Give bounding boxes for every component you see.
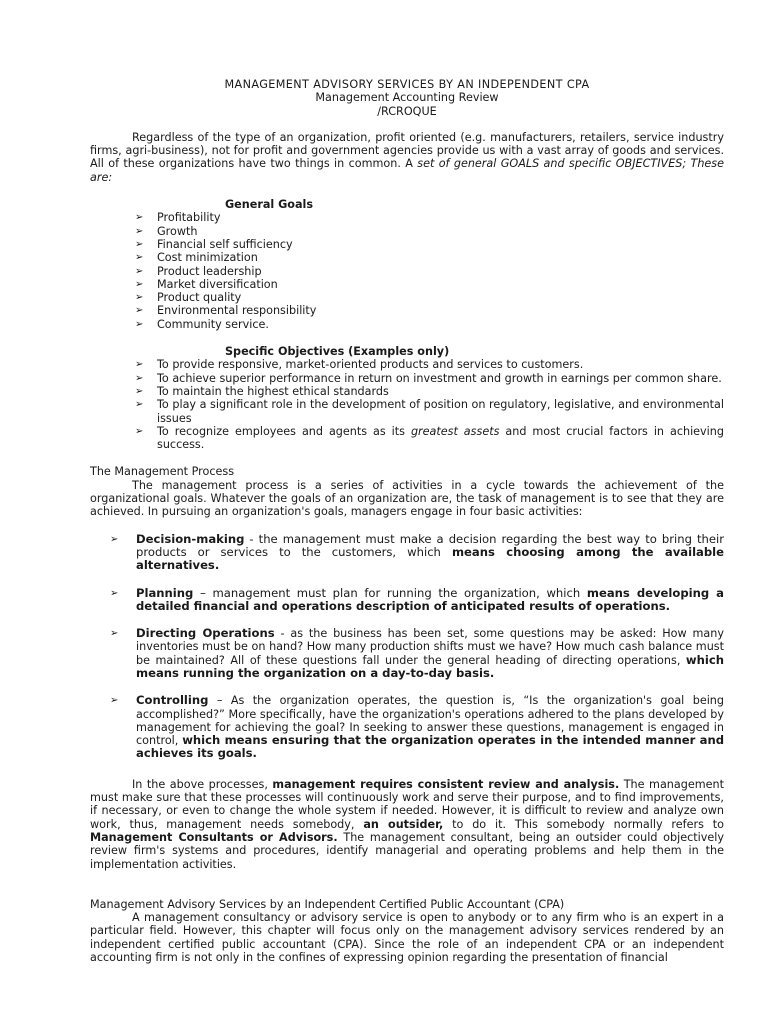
general-goals-heading: General Goals: [225, 198, 314, 212]
arrow-bullet-icon: ➢: [110, 533, 119, 545]
list-item: ➢ To play a significant role in the development of position on regulatory, legislative, and environmental issues: [135, 398, 724, 425]
list-item: ➢ Profitability: [135, 211, 221, 225]
management-activities-list: [90, 533, 724, 761]
list-item: ➢ Community service.: [135, 317, 269, 331]
arrow-bullet-icon: ➢: [135, 238, 144, 250]
arrow-bullet-icon: ➢: [135, 252, 144, 264]
list-item: ➢ Financial self sufficiency: [135, 237, 293, 251]
arrow-bullet-icon: ➢: [135, 372, 144, 384]
arrow-bullet-icon: ➢: [135, 318, 144, 330]
list-item: ➢ Growth: [135, 224, 198, 238]
arrow-bullet-icon: ➢: [135, 359, 144, 371]
list-item: ➢ Product quality: [135, 291, 242, 305]
specific-objectives-heading: Specific Objectives (Examples only): [225, 345, 450, 359]
intro-text: Regardless of the type of an organization, profit oriented (e.g. manufacturers, retailers, service industry firms, agri-business), not for profit and government agencies provide us with a vast array of goods and services. All of these organizations have two things in common. A: [90, 130, 724, 171]
arrow-bullet-icon: ➢: [135, 425, 144, 437]
list-item: ➢ Market diversification: [135, 277, 278, 291]
list-item: ➢ To achieve superior performance in return on investment and growth in earnings per common share.: [135, 371, 722, 385]
arrow-bullet-icon: ➢: [135, 292, 144, 304]
list-item: ➢ Product leadership: [135, 264, 262, 278]
arrow-bullet-icon: ➢: [110, 628, 119, 640]
arrow-bullet-icon: ➢: [135, 385, 144, 397]
list-item: ➢ To maintain the highest ethical standards: [135, 384, 389, 398]
activity-planning: ➢ Planning – management must plan for running the organization, which means developing a detailed financial and operations description of anticipated results of operations.: [110, 585, 724, 613]
list-item: ➢ To provide responsive, market-oriented products and services to customers.: [135, 358, 584, 372]
list-item: ➢ Cost minimization: [135, 251, 258, 265]
list-item: ➢ To recognize employees and agents as its greatest assets and most crucial factors in achieving success.: [135, 424, 724, 452]
arrow-bullet-icon: ➢: [135, 305, 144, 317]
arrow-bullet-icon: ➢: [135, 225, 144, 237]
management-process-heading: The Management Process: [90, 465, 235, 479]
mas-heading: Management Advisory Services by an Independent Certified Public Accountant (CPA): [90, 897, 565, 911]
management-process-paragraph: The management process is a series of activities in a cycle towards the achievement of the organizational goals. Whatever the goals of an organization are, the task of management is to see that they are achieved. In pursuing an organization's goals, managers engage in four basic activities:: [90, 478, 724, 519]
intro-paragraph: [90, 131, 724, 184]
document-page: [90, 78, 724, 964]
document-subtitle: Management Accounting Review: [315, 91, 499, 105]
arrow-bullet-icon: ➢: [110, 695, 119, 707]
arrow-bullet-icon: ➢: [135, 399, 144, 411]
document-author: /RCROQUE: [377, 104, 437, 118]
arrow-bullet-icon: ➢: [110, 587, 119, 599]
specific-objectives-list: [90, 358, 724, 451]
general-goals-list: [90, 211, 724, 331]
activity-decision-making: ➢ Decision-making - the management must make a decision regarding the best way to bring their products or services to the customers, which means choosing among the available alternatives.: [110, 531, 724, 573]
arrow-bullet-icon: ➢: [135, 278, 144, 290]
list-item: ➢ Environmental responsibility: [135, 304, 317, 318]
activity-directing-operations: ➢ Directing Operations - as the business has been set, some questions may be asked: How many inventories must be on hand? How many production shifts must we have? How much cash balance must be maintained? All of these questions fall under the general heading of directing operations, which means running the organization on a day-to-day basis.: [110, 626, 724, 680]
arrow-bullet-icon: ➢: [135, 265, 144, 277]
document-title: MANAGEMENT ADVISORY SERVICES BY AN INDEPENDENT CPA: [224, 78, 590, 91]
activity-controlling: ➢ Controlling – As the organization operates, the question is, “Is the organization's goal being accomplished?” More specifically, have the organization's operations adhered to the plans developed by management for achieving the goal? In seeking to answer these questions, management is engaged in control, which means ensuring that the organization operates in the intended manner and achieves its goals.: [110, 693, 724, 761]
intro-emphasis: set of general GOALS and specific OBJECTIVES; These are:: [90, 157, 725, 184]
arrow-bullet-icon: ➢: [135, 212, 144, 224]
review-paragraph: In the above processes, management requires consistent review and analysis. The management must make sure that these processes will continuously work and serve their purpose, and to find improvements, if necessary, or even to change the whole system if needed. However, it is difficult to review and analyze own work, thus, management needs somebody, an outsider, to do it. This somebody normally refers to Management Consultants or Advisors. The management consultant, being an outsider could objectively review firm's systems and procedures, identify managerial and operating problems and help them in the implementation activities.: [90, 777, 725, 871]
mas-paragraph: A management consultancy or advisory service is open to anybody or to any firm who is an expert in a particular field. However, this chapter will focus only on the management advisory services rendered by an independent certified public accountant (CPA). Since the role of an independent CPA or an independent accounting firm is not only in the confines of expressing opinion regarding the presentation of financial: [90, 911, 724, 965]
